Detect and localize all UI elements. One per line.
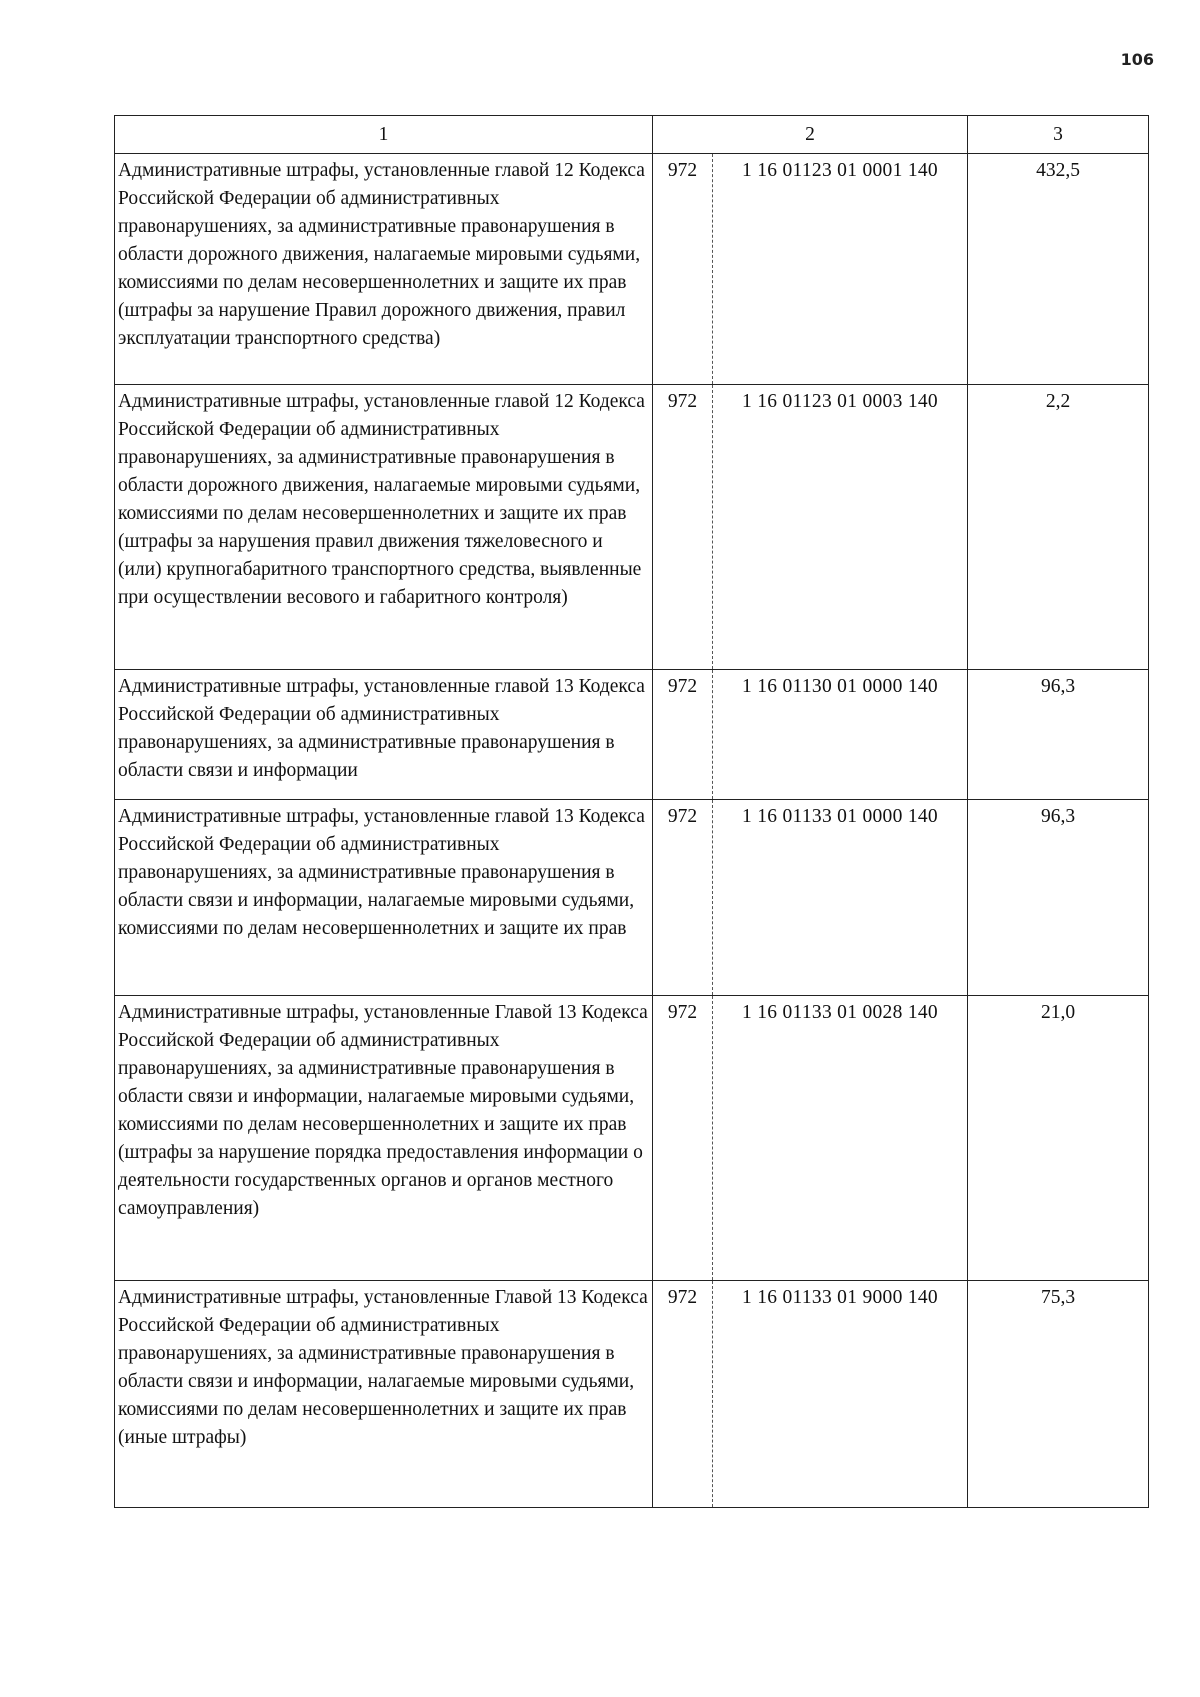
table-row	[115, 996, 1149, 1281]
row-description: Административные штрафы, установленные главой 12 Кодекса Российской Федерации об административных правонарушениях, за административные правонарушения в области дорожного движения, налагаемые мировыми судьями, комиссиями по делам несовершеннолетних и защите их прав (штрафы за нарушения правил движения тяжеловесного и (или) крупногабаритного транспортного средства, выявленные при осуществлении весового и габаритного контроля)	[115, 385, 653, 670]
row-admin-code: 972	[653, 385, 713, 670]
row-amount: 21,0	[968, 996, 1149, 1281]
table-row	[115, 670, 1149, 800]
page-number: 106	[1120, 50, 1154, 69]
row-description: Административные штрафы, установленные главой 13 Кодекса Российской Федерации об административных правонарушениях, за административные правонарушения в области связи и информации	[115, 670, 653, 800]
column-header-1: 1	[115, 116, 653, 154]
row-amount: 96,3	[968, 670, 1149, 800]
row-kbk-code: 1 16 01130 01 0000 140	[713, 670, 968, 800]
row-amount: 432,5	[968, 154, 1149, 385]
column-header-2: 2	[653, 116, 968, 154]
table-row	[115, 385, 1149, 670]
row-amount: 96,3	[968, 800, 1149, 996]
column-header-3: 3	[968, 116, 1149, 154]
row-description: Административные штрафы, установленные главой 13 Кодекса Российской Федерации об административных правонарушениях, за административные правонарушения в области связи и информации, налагаемые мировыми судьями, комиссиями по делам несовершеннолетних и защите их прав	[115, 800, 653, 996]
row-description: Административные штрафы, установленные Главой 13 Кодекса Российской Федерации об административных правонарушениях, за административные правонарушения в области связи и информации, налагаемые мировыми судьями, комиссиями по делам несовершеннолетних и защите их прав (штрафы за нарушение порядка предоставления информации о деятельности государственных органов и органов местного самоуправления)	[115, 996, 653, 1281]
table-row	[115, 800, 1149, 996]
row-kbk-code: 1 16 01123 01 0003 140	[713, 385, 968, 670]
table-header-row	[115, 116, 1149, 154]
row-kbk-code: 1 16 01133 01 9000 140	[713, 1281, 968, 1508]
row-admin-code: 972	[653, 800, 713, 996]
row-admin-code: 972	[653, 996, 713, 1281]
row-admin-code: 972	[653, 154, 713, 385]
row-kbk-code: 1 16 01123 01 0001 140	[713, 154, 968, 385]
row-description: Административные штрафы, установленные Главой 13 Кодекса Российской Федерации об административных правонарушениях, за административные правонарушения в области связи и информации, налагаемые мировыми судьями, комиссиями по делам несовершеннолетних и защите их прав (иные штрафы)	[115, 1281, 653, 1508]
row-amount: 75,3	[968, 1281, 1149, 1508]
row-amount: 2,2	[968, 385, 1149, 670]
table-row	[115, 1281, 1149, 1508]
table-row	[115, 154, 1149, 385]
row-kbk-code: 1 16 01133 01 0028 140	[713, 996, 968, 1281]
row-kbk-code: 1 16 01133 01 0000 140	[713, 800, 968, 996]
row-admin-code: 972	[653, 670, 713, 800]
revenue-table	[114, 115, 1149, 1508]
row-description: Административные штрафы, установленные главой 12 Кодекса Российской Федерации об административных правонарушениях, за административные правонарушения в области дорожного движения, налагаемые мировыми судьями, комиссиями по делам несовершеннолетних и защите их прав (штрафы за нарушение Правил дорожного движения, правил эксплуатации транспортного средства)	[115, 154, 653, 385]
row-admin-code: 972	[653, 1281, 713, 1508]
